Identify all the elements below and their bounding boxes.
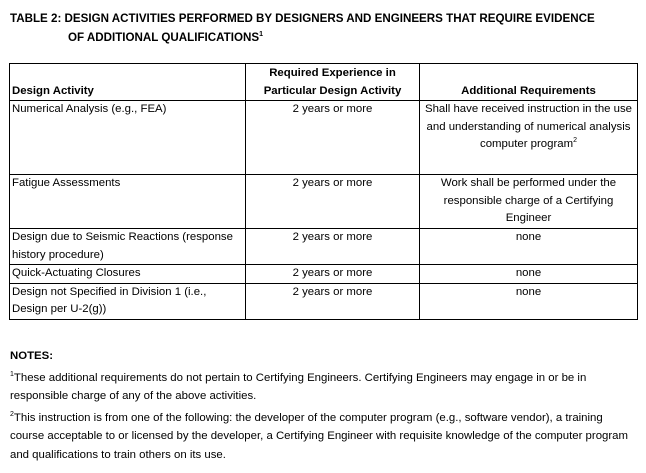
cell-design-activity: Design not Specified in Division 1 (i.e., Design per U-2(g)) [10, 283, 246, 319]
table-row [10, 283, 638, 319]
cell-additional-requirements: none [420, 229, 638, 265]
table-row [10, 265, 638, 284]
cell-design-activity: Quick-Actuating Closures [10, 265, 246, 284]
cell-required-experience: 2 years or more [246, 101, 420, 175]
table-title [10, 9, 636, 47]
table-title-line-2 [10, 28, 636, 47]
notes-section [10, 347, 636, 467]
table-row [10, 229, 638, 265]
note-mark: 2 [10, 410, 14, 418]
note-item [10, 409, 636, 465]
table-title-line-1: TABLE 2: DESIGN ACTIVITIES PERFORMED BY DESIGNERS AND ENGINEERS THAT REQUIRE EVIDENCE [10, 12, 595, 25]
requirements-footnote-mark: 2 [573, 137, 577, 144]
table-title-line-2-text: OF ADDITIONAL QUALIFICATIONS [68, 31, 260, 44]
title-footnote-mark: 1 [259, 31, 263, 38]
qualifications-table [9, 63, 638, 320]
cell-design-activity: Design due to Seismic Reactions (response history procedure) [10, 229, 246, 265]
note-text: These additional requirements do not pertain to Certifying Engineers. Certifying Engineers may engage in or be in responsible charge of any of the above activities. [10, 371, 587, 402]
note-item [10, 369, 636, 406]
notes-heading: NOTES: [10, 350, 54, 362]
cell-additional-requirements: Work shall be performed under the responsible charge of a Certifying Engineer [420, 175, 638, 229]
table-header-row [10, 64, 638, 101]
header-required-experience: Required Experience in Particular Design Activity [246, 64, 420, 101]
table-row [10, 175, 638, 229]
cell-required-experience: 2 years or more [246, 175, 420, 229]
header-additional-requirements: Additional Requirements [420, 64, 638, 101]
cell-required-experience: 2 years or more [246, 265, 420, 284]
cell-design-activity: Fatigue Assessments [10, 175, 246, 229]
cell-required-experience: 2 years or more [246, 283, 420, 319]
table-row [10, 101, 638, 175]
cell-additional-requirements-text: Shall have received instruction in the use and understanding of numerical analysis computer program [424, 103, 633, 150]
cell-additional-requirements: none [420, 265, 638, 284]
cell-additional-requirements [420, 101, 638, 175]
note-mark: 1 [10, 370, 14, 378]
note-text: This instruction is from one of the following: the developer of the computer program (e.g., software vendor), a training course acceptable to or licensed by the developer, a Certifying Engineer with requisite knowledge of the computer program and qualifications to train others on its use. [10, 411, 628, 461]
cell-additional-requirements: none [420, 283, 638, 319]
header-design-activity: Design Activity [10, 64, 246, 101]
cell-design-activity: Numerical Analysis (e.g., FEA) [10, 101, 246, 175]
cell-required-experience: 2 years or more [246, 229, 420, 265]
